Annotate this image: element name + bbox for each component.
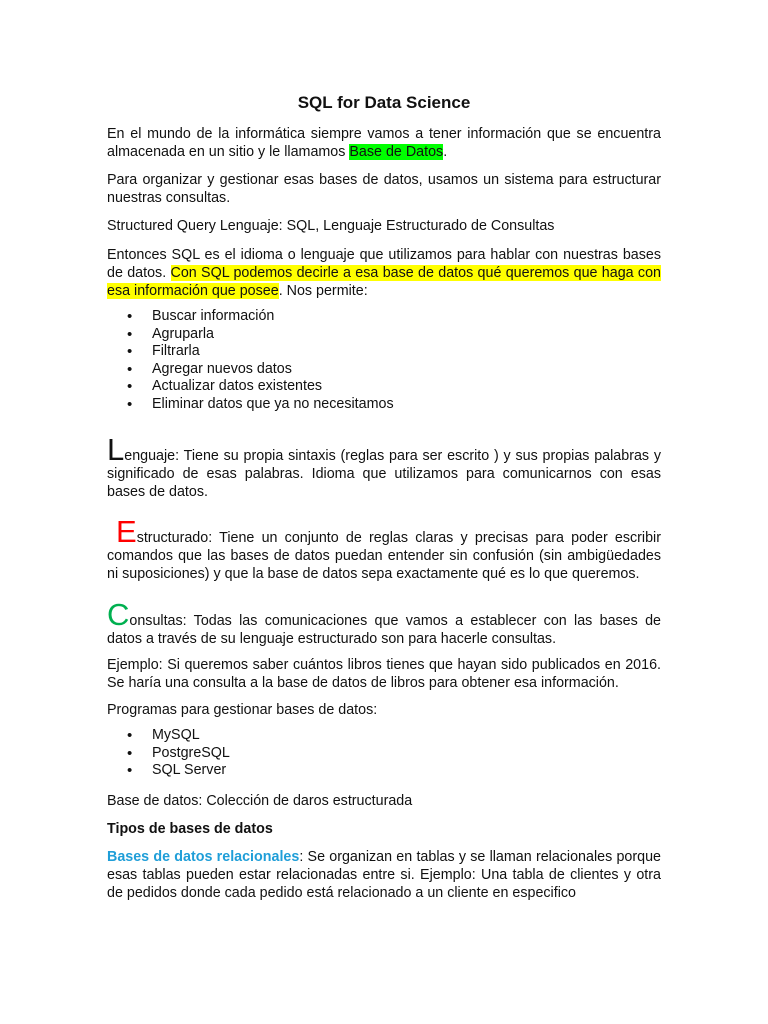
bullet-icon: •	[127, 395, 133, 413]
database-definition: Base de datos: Colección de daros estructurada	[107, 793, 413, 809]
sql-paragraph	[107, 246, 661, 300]
list-item: • Filtrarla	[127, 343, 200, 361]
lenguaje-text: enguaje: Tiene su propia sintaxis (reglas para ser escrito ) y sus propias palabras y significado de esas palabras. Idioma que utilizamos para comunicarnos con esas bases de datos.	[107, 448, 661, 500]
list-item: • Eliminar datos que ya no necesitamos	[127, 395, 394, 413]
example-paragraph: Ejemplo: Si queremos saber cuántos libros tienes que hayan sido publicados en 2016. Se haría una consulta a la base de datos de libros para obtener esa información.	[107, 657, 661, 691]
lenguaje-paragraph	[107, 432, 661, 501]
relational-text: : Se organizan en tablas y se llaman relacionales porque esas tablas pueden estar relacionadas entre si. Ejemplo: Una tabla de clientes y otra de pedidos donde cada pedido está relacionado a un cliente en especifico	[107, 849, 661, 901]
list-item: • Agregar nuevos datos	[127, 360, 292, 378]
actions-list	[107, 308, 394, 414]
bullet-icon: •	[127, 762, 133, 780]
document-title: SQL for Data Science	[297, 93, 471, 112]
bullet-icon: •	[127, 378, 133, 396]
sql-text: Entonces SQL es el idioma o lenguaje que utilizamos para hablar con nuestras bases de datos.	[107, 247, 661, 281]
bullet-icon: •	[127, 343, 133, 361]
relational-paragraph	[107, 848, 661, 902]
consultas-text: onsultas: Todas las comunicaciones que vamos a establecer con las bases de datos a través de su lenguaje estructurado son para hacerle consultas.	[107, 613, 661, 647]
intro-end: .	[443, 144, 448, 160]
bullet-icon: •	[127, 308, 133, 325]
relational-label: Bases de datos relacionales	[107, 849, 300, 865]
list-item: • SQL Server	[127, 762, 227, 780]
lenguaje-initial: L	[107, 432, 125, 467]
bullet-icon: •	[127, 325, 133, 343]
list-item: • MySQL	[127, 727, 200, 744]
list-item: • Buscar información	[127, 308, 275, 325]
programs-list	[107, 727, 230, 780]
estructurado-paragraph	[107, 514, 661, 583]
consultas-initial: C	[107, 597, 130, 632]
consultas-paragraph	[107, 597, 661, 648]
intro-paragraph	[107, 125, 661, 161]
intro-text: En el mundo de la informática siempre vamos a tener información que se encuentra almacenada en un sitio y le llamamos	[107, 126, 661, 160]
sql-definition-line: Structured Query Lenguaje: SQL, Lenguaje Estructurado de Consultas	[107, 218, 555, 234]
estructurado-initial: E	[116, 514, 137, 549]
organize-paragraph: Para organizar y gestionar esas bases de datos, usamos un sistema para estructurar nuestras consultas.	[107, 172, 661, 206]
types-heading: Tipos de bases de datos	[107, 821, 273, 837]
bullet-icon: •	[127, 744, 133, 762]
programs-heading: Programas para gestionar bases de datos:	[107, 702, 378, 718]
list-item: • Agruparla	[127, 325, 214, 343]
bullet-icon: •	[127, 727, 133, 744]
base-de-datos-highlight: Base de Datos	[349, 144, 444, 160]
estructurado-text: structurado: Tiene un conjunto de reglas claras y precisas para poder escribir comandos que las bases de datos puedan entender sin confusión (sin ambigüedades ni suposiciones) y que la base de datos sepa exactamente qué es lo que queremos.	[107, 530, 661, 582]
list-item: • PostgreSQL	[127, 744, 230, 762]
bullet-icon: •	[127, 360, 133, 378]
sql-end: . Nos permite:	[278, 283, 368, 299]
sql-highlight: Con SQL podemos decirle a esa base de datos qué queremos que haga con esa información que posee	[107, 265, 661, 299]
list-item: • Actualizar datos existentes	[127, 378, 323, 396]
